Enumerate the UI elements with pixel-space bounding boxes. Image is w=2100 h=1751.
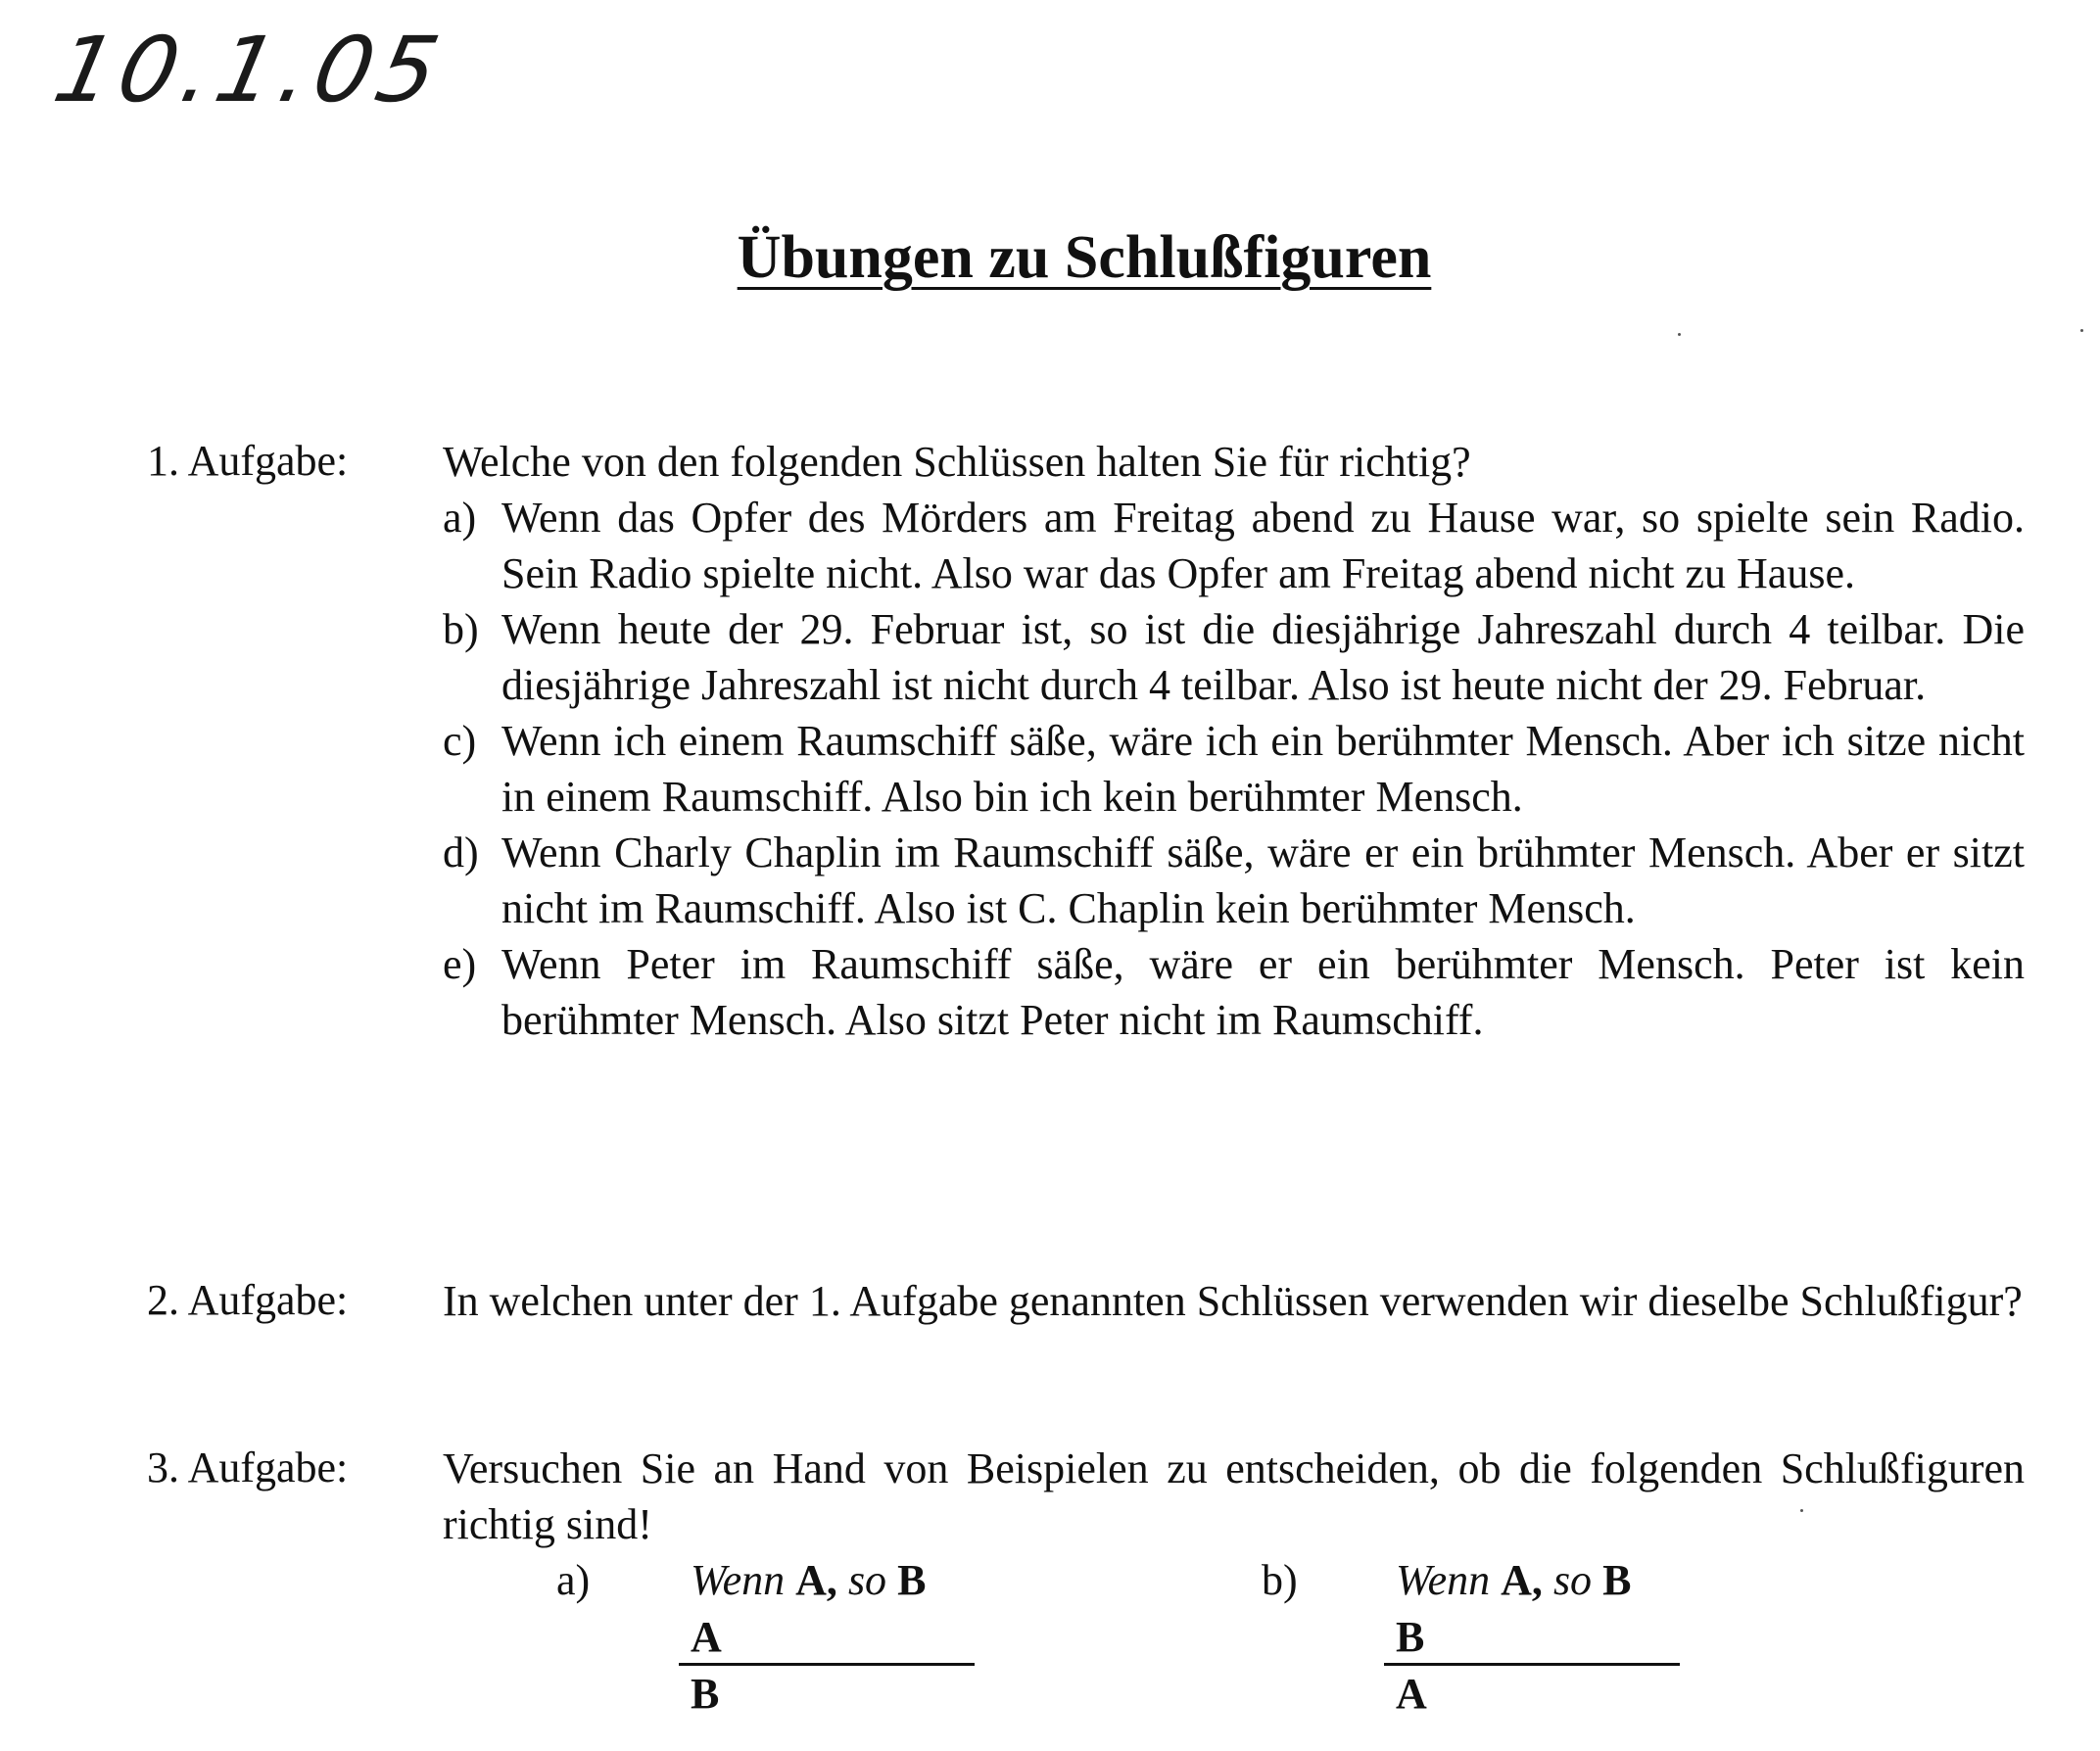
task-3-question: Versuchen Sie an Hand von Beispielen zu entscheiden, ob die folgenden Schlußfiguren richtig sind!: [443, 1444, 2025, 1548]
task-1-item-a: [443, 490, 2025, 601]
figure-so: so: [847, 1556, 887, 1604]
task-1-body: [443, 434, 2025, 1048]
figure-so: so: [1552, 1556, 1593, 1604]
task-1-label: 1. Aufgabe:: [147, 437, 349, 485]
page-title: Übungen zu Schlußfiguren: [737, 224, 1432, 291]
task-1-item-d: [443, 825, 2025, 936]
schlussfigur-b: [1262, 1553, 1693, 1729]
figure-minor-premise: B: [1384, 1610, 1680, 1666]
figure-conclusion: A: [1396, 1670, 1427, 1718]
scan-speck: [1800, 1509, 1803, 1512]
figure-major-premise: [691, 1553, 926, 1608]
item-letter: a): [443, 494, 477, 542]
figure-letter: a): [556, 1556, 591, 1604]
figure-minor-premise: A: [679, 1610, 975, 1666]
figure-var2: B: [1602, 1556, 1632, 1604]
item-text: Wenn heute der 29. Februar ist, so ist die diesjährige Jahreszahl durch 4 teilbar. Die diesjährige Jahreszahl ist nicht durch 4 teilbar. Also ist heute nicht der 29. Februar.: [501, 605, 2025, 709]
item-letter: c): [443, 717, 477, 765]
handwritten-date: 10.1.05: [45, 18, 453, 122]
task-1-item-b: [443, 601, 2025, 713]
figure-letter: b): [1262, 1556, 1298, 1604]
item-letter: e): [443, 940, 477, 988]
figure-var2: B: [897, 1556, 927, 1604]
item-text: Wenn Charly Chaplin im Raumschiff säße, wäre er ein brühmter Mensch. Aber er sitzt nicht im Raumschiff. Also ist C. Chaplin kein berühmter Mensch.: [501, 828, 2025, 932]
figure-var1: A,: [795, 1556, 837, 1604]
task-1-item-c: [443, 713, 2025, 825]
task-1-item-e: [443, 936, 2025, 1048]
item-letter: d): [443, 828, 479, 876]
item-text: Wenn Peter im Raumschiff säße, wäre er ein berühmter Mensch. Peter ist kein berühmter Mensch. Also sitzt Peter nicht im Raumschiff.: [501, 940, 2025, 1044]
task-3-label: 3. Aufgabe:: [147, 1443, 349, 1491]
item-letter: b): [443, 605, 479, 653]
figure-var1: A,: [1501, 1556, 1543, 1604]
figure-major-premise: [1396, 1553, 1631, 1608]
task-1-question: Welche von den folgenden Schlüssen halten Sie für richtig?: [443, 438, 1471, 486]
scan-speck: [1678, 333, 1681, 336]
figure-wenn: Wenn: [691, 1556, 786, 1604]
figure-conclusion: B: [691, 1670, 720, 1718]
task-2-question: In welchen unter der 1. Aufgabe genannten Schlüssen verwenden wir dieselbe Schlußfigur?: [443, 1277, 2023, 1325]
task-2-label: 2. Aufgabe:: [147, 1276, 349, 1324]
item-text: Wenn das Opfer des Mörders am Freitag abend zu Hause war, so spielte sein Radio. Sein Radio spielte nicht. Also war das Opfer am Freitag abend nicht zu Hause.: [501, 494, 2025, 597]
scan-speck: [2080, 329, 2083, 332]
item-text: Wenn ich einem Raumschiff säße, wäre ich ein berühmter Mensch. Aber ich sitze nicht in einem Raumschiff. Also bin ich kein berühmter Mensch.: [501, 717, 2025, 821]
schlussfigur-a: [556, 1553, 987, 1729]
figure-wenn: Wenn: [1396, 1556, 1491, 1604]
